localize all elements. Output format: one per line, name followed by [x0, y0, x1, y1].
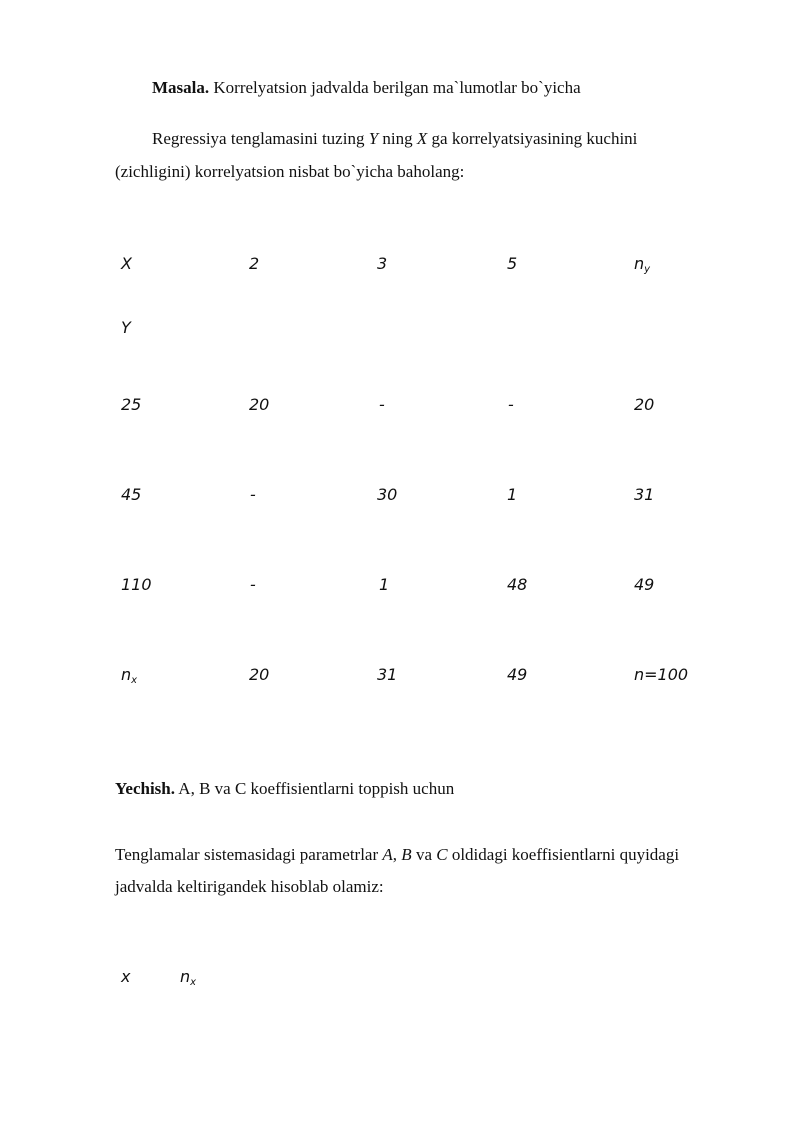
task-text-part: ning [378, 129, 417, 148]
para2-line-2: jadvalda keltirigandek hisoblab olamiz: [115, 877, 384, 896]
table-row-2-y: 45 [121, 485, 142, 504]
table-row-3-c1: - [250, 575, 256, 594]
table-footer-c1: 20 [249, 665, 270, 684]
task-text-part: Regressiya tenglamasini tuzing [152, 129, 369, 148]
para2-text-part: Tenglamalar sistemasidagi parametrlar [115, 845, 383, 864]
table-row-1-c2: - [379, 395, 385, 414]
table-header-y: Y [121, 318, 131, 337]
table-header-x-value-1: 2 [249, 254, 260, 273]
table-row-1-ny: 20 [634, 395, 655, 414]
problem-title-line [152, 78, 581, 98]
table-footer-nx [121, 665, 137, 686]
table-header-ny [634, 254, 650, 275]
table-row-2-c3: 1 [507, 485, 518, 504]
table-row-1-y: 25 [121, 395, 142, 414]
task-var-y: Y [368, 129, 379, 148]
table2-header-x: x [121, 967, 131, 986]
para2-var-a: A [382, 845, 393, 864]
para2-line-1 [115, 845, 679, 865]
solution-line [115, 779, 454, 799]
table-row-3-c2: 1 [379, 575, 390, 594]
table-header-x: X [121, 254, 132, 273]
nx-base: n [121, 665, 132, 684]
task-var-x: X [416, 129, 428, 148]
masala-text: Korrelyatsion jadvalda berilgan ma`lumotlar bo`yicha [209, 78, 581, 97]
ny-base: n [634, 254, 645, 273]
table-row-1-c1: 20 [249, 395, 270, 414]
table-row-3-c3: 48 [507, 575, 528, 594]
para2-text-part: va [411, 845, 437, 864]
task-line-1 [152, 129, 637, 149]
para2-text-part: , [392, 845, 402, 864]
table-footer-total: n=100 [634, 665, 689, 684]
solution-label: Yechish. [115, 779, 175, 798]
masala-label: Masala. [152, 78, 210, 97]
table-row-2-ny: 31 [634, 485, 655, 504]
para2-var-c: C [436, 845, 448, 864]
task-text-part: ga korrelyatsiyasining kuchini [427, 129, 638, 148]
table-header-x-value-2: 3 [377, 254, 388, 273]
table-footer-c2: 31 [377, 665, 398, 684]
table2-header-nx [180, 967, 196, 988]
para2-text-part: oldidagi koeffisientlarni quyidagi [447, 845, 680, 864]
task-line-2: (zichligini) korrelyatsion nisbat bo`yicha baholang: [115, 162, 465, 181]
ny-subscript: y [644, 264, 651, 275]
para2-var-b: B [401, 845, 412, 864]
solution-text: A, B va C koeffisientlarni toppish uchun [174, 779, 455, 798]
nx-subscript: x [131, 675, 138, 686]
table-row-3-ny: 49 [634, 575, 655, 594]
table-footer-c3: 49 [507, 665, 528, 684]
table-row-2-c1: - [250, 485, 256, 504]
table-row-1-c3: - [508, 395, 514, 414]
table2-nx-base: n [180, 967, 191, 986]
table-header-x-value-3: 5 [507, 254, 518, 273]
table2-nx-subscript: x [190, 977, 197, 988]
table-row-3-y: 110 [121, 575, 152, 594]
table-row-2-c2: 30 [377, 485, 398, 504]
